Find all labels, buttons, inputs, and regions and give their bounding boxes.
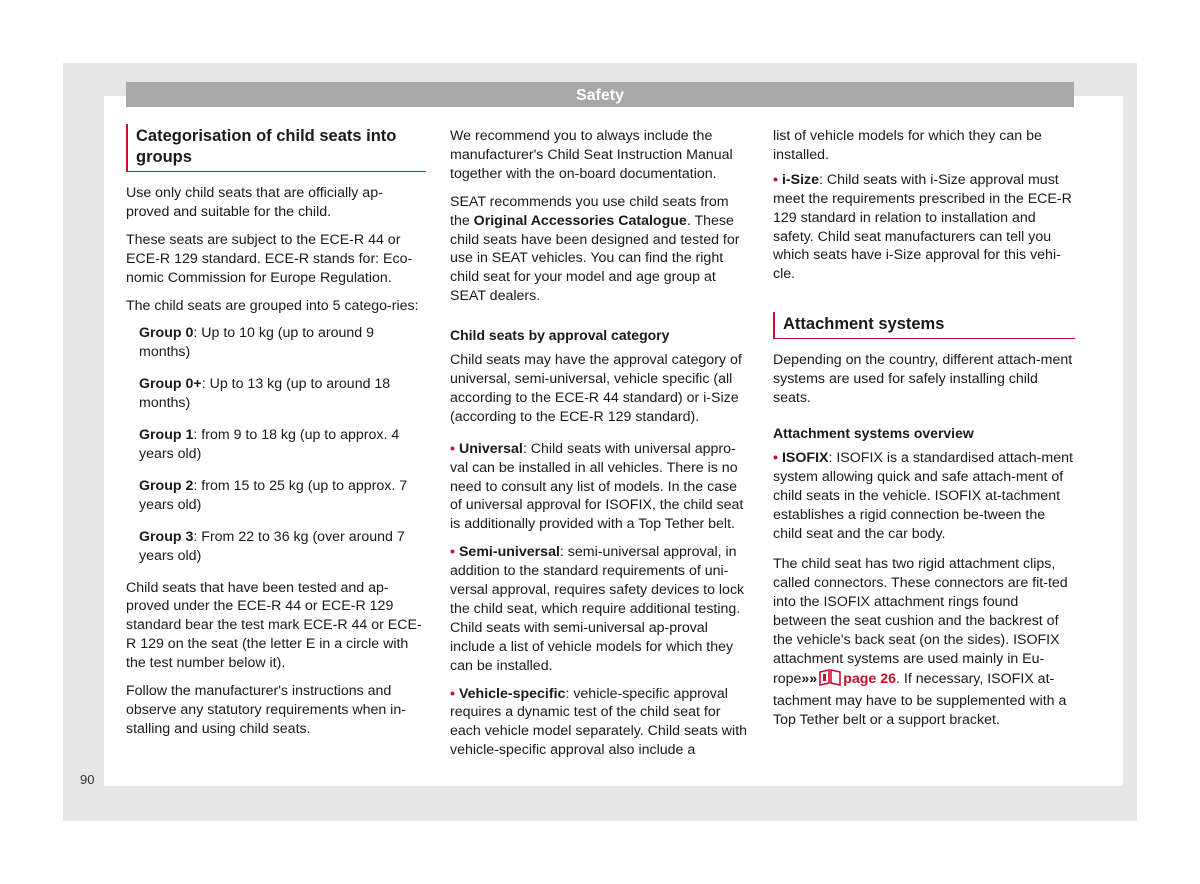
bullet-vehicle-specific: • Vehicle-specific: vehicle-specific approval requires a dynamic test of the child seat for each vehicle model separately. Child seats with vehicle-specific approval also include a xyxy=(450,685,748,759)
section-header: Safety xyxy=(126,82,1074,107)
group-item-2: Group 2: from 15 to 25 kg (up to approx. 7 years old) xyxy=(139,477,408,513)
group-item-0: Group 0: Up to 10 kg (up to around 9 months) xyxy=(139,325,375,361)
bullet-semi-universal: • Semi-universal: semi-universal approval, in addition to the standard requirements of uni-versal approval, requires safety devices to lock the child seat, which require additional testing. Child seats with semi-universal ap-proval include a list of vehicle models for which they can be installed. xyxy=(450,544,745,674)
group-item-0plus: Group 0+: Up to 13 kg (up to around 18 months) xyxy=(139,376,391,412)
bullet-icon: • xyxy=(773,449,778,466)
paragraph: Follow the manufacturer's instructions and observe any statutory requirements when in-stalling and using child seats. xyxy=(126,683,406,737)
bullet-icon: • xyxy=(450,685,455,702)
page-reference-link[interactable]: page 26 xyxy=(843,670,897,687)
paragraph: Use only child seats that are officially ap-proved and suitable for the child. xyxy=(126,185,383,220)
cross-reference-arrows: »» xyxy=(801,670,818,687)
subheading-attachment-overview: Attachment systems overview xyxy=(773,424,974,441)
bullet-icon: • xyxy=(773,171,778,188)
group-item-1: Group 1: from 9 to 18 kg (up to approx. 4 years old) xyxy=(139,427,400,462)
book-icon xyxy=(819,669,841,692)
page-number: 90 xyxy=(80,772,95,787)
paragraph: These seats are subject to the ECE-R 44 or ECE-R 129 standard. ECE-R stands for: Eco-nomic Commission for Europe Regulation. xyxy=(126,231,413,286)
paragraph: Depending on the country, different attach-ment systems are used for safely installing child seats. xyxy=(773,352,1073,407)
bullet-icon: • xyxy=(450,544,455,561)
column-1 xyxy=(126,124,426,748)
paragraph: list of vehicle models for which they can be installed. xyxy=(773,128,1042,163)
group-item-3: Group 3: From 22 to 36 kg (over around 7 years old) xyxy=(139,528,405,564)
section-heading-child-seat-groups: Categorisation of child seats into groups xyxy=(126,124,426,172)
paragraph: Child seats may have the approval category of universal, semi-universal, vehicle specific (all according to the ECE-R 44 standard) or i-Size (according to the ECE-R 129 standard). xyxy=(450,352,742,425)
paragraph: The child seats are grouped into 5 catego-ries: xyxy=(126,297,419,314)
bullet-icon: • xyxy=(450,440,455,457)
section-heading-attachment-systems: Attachment systems xyxy=(773,312,1075,339)
bullet-universal: • Universal: Child seats with universal appro-val can be installed in all vehicles. There is no need to consult any list of models. In the case of universal approval for ISOFIX, the child seat is additionally provided with a Top Tether belt. xyxy=(450,440,744,533)
paragraph: The child seat has two rigid attachment clips, called connectors. These connectors are fit-ted into the ISOFIX attachment rings found between the seat cushion and the backrest of the vehicle's back seat (on the sides). ISOFIX attachment systems are used mainly in Eu-rope»» page 26. If necessary, ISOFIX at-tachment may have to be supplemented with a Top Tether belt or a support bracket. xyxy=(773,556,1068,728)
bullet-i-size: • i-Size: Child seats with i-Size approval must meet the requirements prescribed in the ECE-R 129 standard in relation to installation and safety. Child seat manufacturers can tell you which seats have i-Size approval for this vehi-cle. xyxy=(773,171,1072,283)
column-2 xyxy=(450,127,750,769)
bullet-isofix: • ISOFIX: ISOFIX is a standardised attach-ment system allowing quick and safe attach-ment of child seats in the vehicle. ISOFIX at-tachment establishes a rigid connection be-tween the child seat and the car body. xyxy=(773,449,1073,542)
column-3 xyxy=(773,127,1075,739)
paragraph: SEAT recommends you use child seats from the Original Accessories Catalogue. These child seats have been designed and tested for use in SEAT vehicles. You can find the right child seat for your model and age group at SEAT dealers. xyxy=(450,193,740,305)
paragraph: Child seats that have been tested and ap-proved under the ECE-R 44 or ECE-R 129 standard bear the test mark ECE-R 44 or ECE-R 129 on the seat (the letter E in a circle with the test number below it). xyxy=(126,579,422,672)
subheading-approval-category: Child seats by approval category xyxy=(450,327,670,344)
paragraph: We recommend you to always include the manufacturer's Child Seat Instruction Manual together with the on-board documentation. xyxy=(450,128,733,182)
